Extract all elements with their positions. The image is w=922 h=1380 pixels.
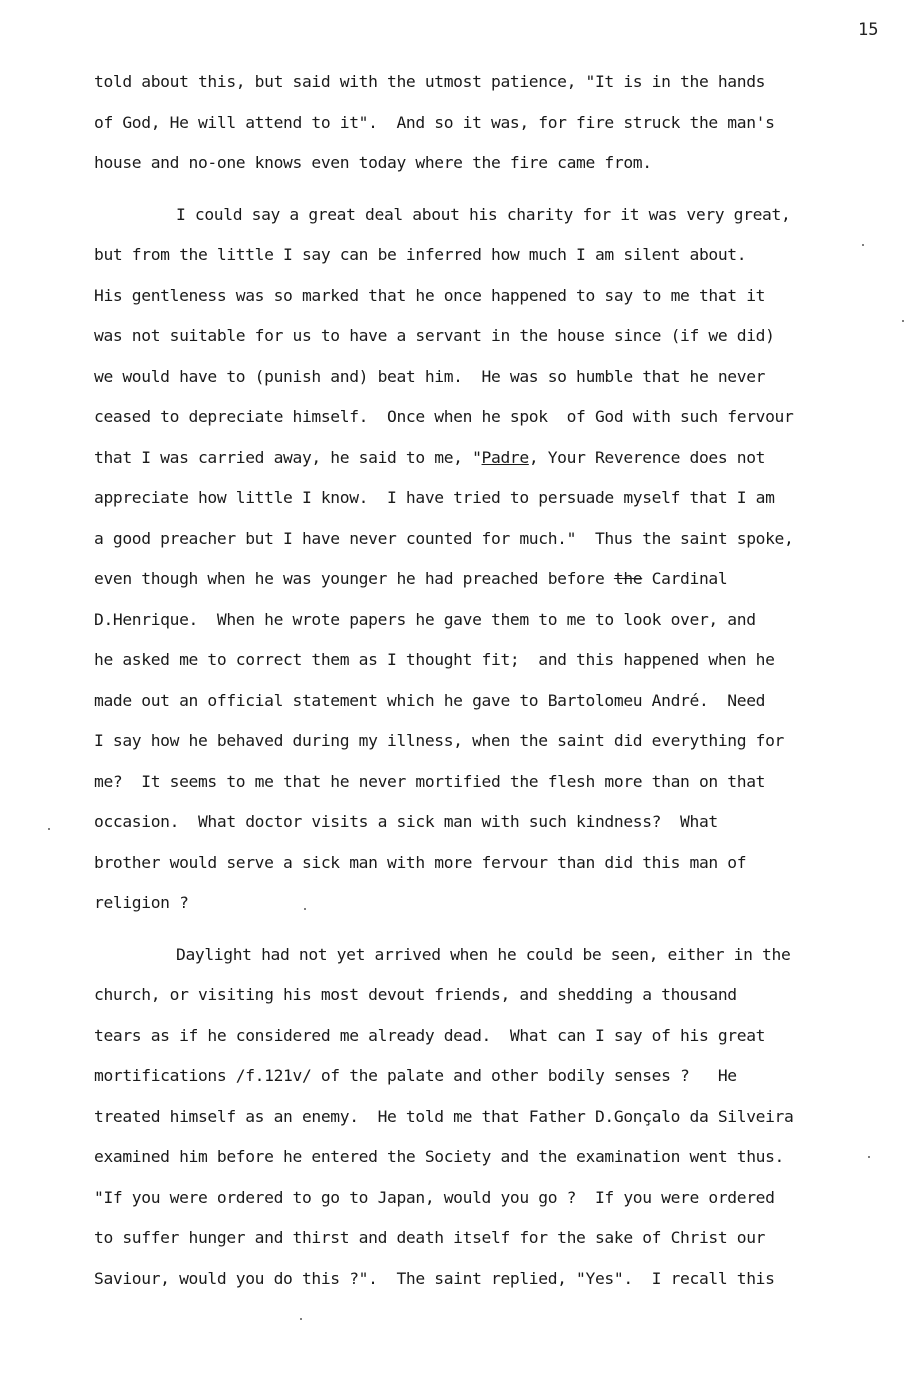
scan-speck bbox=[304, 908, 306, 910]
text-line: Daylight had not yet arrived when he could be seen, either in the bbox=[176, 944, 791, 964]
text-line: was not suitable for us to have a servant in the house since (if we did) bbox=[94, 326, 775, 345]
text-line: I say how he behaved during my illness, when the saint did everything for bbox=[94, 731, 785, 750]
page-number: 15 bbox=[858, 20, 879, 40]
text-line: to suffer hunger and thirst and death itself for the sake of Christ our bbox=[94, 1228, 766, 1247]
text-line: His gentleness was so marked that he once happened to say to me that it bbox=[94, 285, 766, 305]
text-line: we would have to (punish and) beat him. He was so humble that he never bbox=[94, 366, 766, 386]
text-line: examined him before he entered the Society and the examination went thus. bbox=[94, 1147, 785, 1166]
text-line: Saviour, would you do this ?". The saint replied, "Yes". I recall this bbox=[94, 1268, 775, 1288]
text-line: of God, He will attend to it". And so it was, for fire struck the man's bbox=[94, 112, 775, 132]
text-line: treated himself as an enemy. He told me that Father D.Gonçalo da Silveira bbox=[94, 1106, 794, 1126]
paragraph bbox=[94, 935, 884, 1300]
text-line: church, or visiting his most devout friends, and shedding a thousand bbox=[94, 985, 737, 1004]
paragraph bbox=[94, 62, 884, 184]
scan-speck bbox=[48, 828, 50, 830]
text-line: brother would serve a sick man with more fervour than did this man of bbox=[94, 852, 747, 872]
text-line: appreciate how little I know. I have tried to persuade myself that I am bbox=[94, 488, 775, 507]
text-line: that I was carried away, he said to me, "Padre, Your Reverence does not bbox=[94, 447, 766, 467]
document-body bbox=[94, 62, 884, 1299]
text-line: a good preacher but I have never counted for much." Thus the saint spoke, bbox=[94, 528, 794, 548]
text-line: occasion. What doctor visits a sick man with such kindness? What bbox=[94, 812, 718, 831]
scan-speck bbox=[868, 1156, 870, 1158]
paragraph-gap bbox=[94, 924, 884, 935]
text-line: me? It seems to me that he never mortified the flesh more than on that bbox=[94, 771, 766, 791]
text-line: "If you were ordered to go to Japan, would you go ? If you were ordered bbox=[94, 1187, 775, 1207]
underlined-word: Padre bbox=[481, 447, 529, 467]
text-line: mortifications /f.121v/ of the palate and other bodily senses ? He bbox=[94, 1066, 737, 1085]
text-line: but from the little I say can be inferred how much I am silent about. bbox=[94, 245, 747, 264]
text-line: told about this, but said with the utmost patience, "It is in the hands bbox=[94, 72, 766, 91]
scan-speck bbox=[300, 1318, 302, 1320]
text-line: I could say a great deal about his charity for it was very great, bbox=[176, 204, 791, 224]
scan-speck bbox=[862, 244, 864, 246]
struck-word: the bbox=[613, 569, 643, 588]
text-line: tears as if he considered me already dead. What can I say of his great bbox=[94, 1025, 766, 1045]
text-line: house and no-one knows even today where the fire came from. bbox=[94, 153, 652, 172]
text-line: he asked me to correct them as I thought fit; and this happened when he bbox=[94, 650, 775, 669]
text-line: D.Henrique. When he wrote papers he gave them to me to look over, and bbox=[94, 609, 756, 629]
text-line: religion ? bbox=[94, 893, 189, 912]
text-line: ceased to depreciate himself. Once when he spok of God with such fervour bbox=[94, 407, 794, 426]
paragraph-gap bbox=[94, 184, 884, 195]
text-line: even though when he was younger he had preached before the Cardinal bbox=[94, 569, 728, 588]
paragraph bbox=[94, 195, 884, 924]
scan-speck bbox=[902, 320, 904, 322]
text-line: made out an official statement which he gave to Bartolomeu André. Need bbox=[94, 690, 766, 710]
